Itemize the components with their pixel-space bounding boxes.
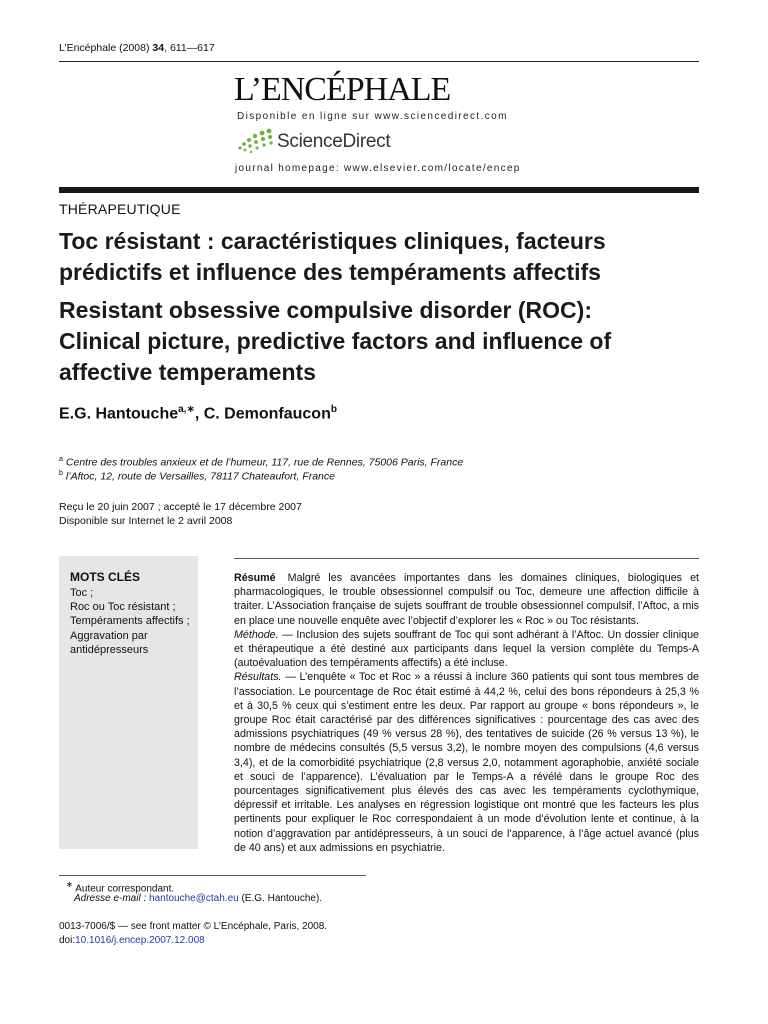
footnote-mark: ∗ xyxy=(66,879,73,889)
author-name: C. Demonfaucon xyxy=(203,405,331,423)
keywords-title: MOTS CLÉS xyxy=(70,570,141,584)
header-rule xyxy=(59,61,699,62)
keyword-item: Tempéraments affectifs ; xyxy=(70,615,190,628)
affiliation-text: Centre des troubles anxieux et de l’humeur, 117, rue de Rennes, 75006 Paris, France xyxy=(65,456,464,469)
email-note xyxy=(74,893,322,904)
abstract-label: Résumé xyxy=(234,572,276,584)
results-text: — L’enquête « Toc et Roc » a réussi à inclure 360 patients qui sont tous membres de l’association. Le pourcentage de Roc était estimé à 44,2 %, celui des bons répondeurs à 25,3 % et à 30,5 % ceux qui s’estiment entre les deux. Par rapport au groupe « bons répondeurs », le groupe Roc était caractérisé par des différences significatives : pourcentage des cas avec des admissions psychiatriques (49 % versus 28 %), des tentatives de suicide (26 % versus 13 %), le nombre de médecins consultés (5,5 versus 3,2), le nombre moyen des compulsions (4,6 versus 3,4), et de la comorbidité psychiatrique (2,8 versus 2,0, notamment agoraphobie, anxiété sociale et souci de l’apparence). L’évaluation par le Temps-A a révélé dans le groupe Roc des pourcentages significativement plus élevés des cas avec les tempéraments cyclothymique, dépressif et irritable. Les analyses en régression logistique ont montré que les facteurs les plus pertinents pour expliquer le Roc correspondaient à un mode d’évolution lente et continue, à la notion d’aggravation par antidépresseurs, à un souci de l’apparence, à l’âge actuel avancé (plus de 40 ans) et aux admissions en psychiatrie. xyxy=(234,671,699,854)
header-thick-rule xyxy=(59,187,699,193)
title-en-line-1: Resistant obsessive compulsive disorder (ROC): xyxy=(59,297,592,323)
method-text: — Inclusion des sujets souffrant de Toc qui sont adhérant à l’Aftoc. Un dossier clinique et thérapeutique a été destiné aux participants dans lequel la version complète du Temps-A (autoévaluation des tempéraments affectifs) a été incluse. xyxy=(234,628,699,670)
email-label: Adresse e-mail : xyxy=(74,893,147,904)
footnote-rule xyxy=(59,875,366,876)
abstract xyxy=(234,571,699,855)
section-label: THÉRAPEUTIQUE xyxy=(59,201,181,217)
sciencedirect-logo-icon xyxy=(236,128,274,154)
citation-journal: L’Encéphale (2008) xyxy=(59,42,150,54)
doi-link[interactable]: 10.1016/j.encep.2007.12.008 xyxy=(75,935,205,946)
method-label: Méthode. xyxy=(234,628,279,641)
online-date: Disponible sur Internet le 2 avril 2008 xyxy=(59,515,233,527)
email-link[interactable]: hantouche@ctah.eu xyxy=(149,893,239,904)
doi-label: doi: xyxy=(59,935,76,946)
citation-pages: , 611—617 xyxy=(164,42,215,54)
title-french xyxy=(59,226,709,288)
affiliation-mark: b xyxy=(59,470,63,477)
author-affiliation-mark[interactable]: b xyxy=(330,404,337,415)
author-list: E.G. Hantouche$^{a,∗}$, C. Demonfaucon$^b$ xyxy=(59,404,337,423)
abstract-results xyxy=(234,670,699,855)
abstract-method xyxy=(234,628,699,671)
affiliation-text: l’Aftoc, 12, route de Versailles, 78117 Chateaufort, France xyxy=(65,470,335,483)
abstract-intro xyxy=(234,571,699,628)
available-online-text: Disponible en ligne sur www.sciencedirect.com xyxy=(237,111,508,122)
issn-line: 0013-7006/$ — see front matter © L’Encéphale, Paris, 2008. xyxy=(59,921,328,932)
journal-citation xyxy=(59,42,215,54)
affiliation-a xyxy=(59,456,463,469)
title-english xyxy=(59,295,709,388)
title-en-line-3: affective temperaments xyxy=(59,359,316,385)
author-affiliation-mark[interactable]: a,∗ xyxy=(178,404,195,415)
affiliation-mark: a xyxy=(59,456,63,463)
citation-volume: 34 xyxy=(152,42,165,54)
title-fr-line-1: Toc résistant : caractéristiques cliniques, facteurs xyxy=(59,228,606,254)
keyword-item: Toc ; xyxy=(70,587,94,599)
title-fr-line-2: prédictifs et influence des tempéraments affectifs xyxy=(59,259,601,285)
keyword-item: Aggravation par antidépresseurs xyxy=(70,629,149,656)
email-owner: (E.G. Hantouche). xyxy=(238,893,323,904)
affiliation-b xyxy=(59,470,335,483)
keywords-list xyxy=(70,586,195,657)
keyword-item: Roc ou Toc résistant ; xyxy=(70,601,176,614)
results-label: Résultats. xyxy=(234,671,282,684)
abstract-rule xyxy=(234,558,699,559)
abstract-intro-text: Malgré les avancées importantes dans les domaines cliniques, biologiques et pharmacologiques, le trouble obsessionnel compulsif ou Toc, demeure une affection difficile à traiter. L’Association française de sujets souffrant de trouble obsessionnel compulsif, l’Aftoc, a mis en place une nouvelle enquête avec l’objectif d’explorer les « Roc » ou Toc résistants. xyxy=(234,572,699,627)
doi-line xyxy=(59,935,205,946)
corresponding-text: Auteur correspondant. xyxy=(75,883,175,895)
author-name: E.G. Hantouche xyxy=(59,405,179,423)
journal-logo-title: L’ENCÉPHALE xyxy=(234,71,451,108)
journal-homepage-text: journal homepage: www.elsevier.com/locate/encep xyxy=(235,163,521,174)
sciencedirect-name: ScienceDirect xyxy=(277,131,391,152)
received-date: Reçu le 20 juin 2007 ; accepté le 17 décembre 2007 xyxy=(59,501,302,513)
title-en-line-2: Clinical picture, predictive factors and influence of xyxy=(59,328,612,354)
